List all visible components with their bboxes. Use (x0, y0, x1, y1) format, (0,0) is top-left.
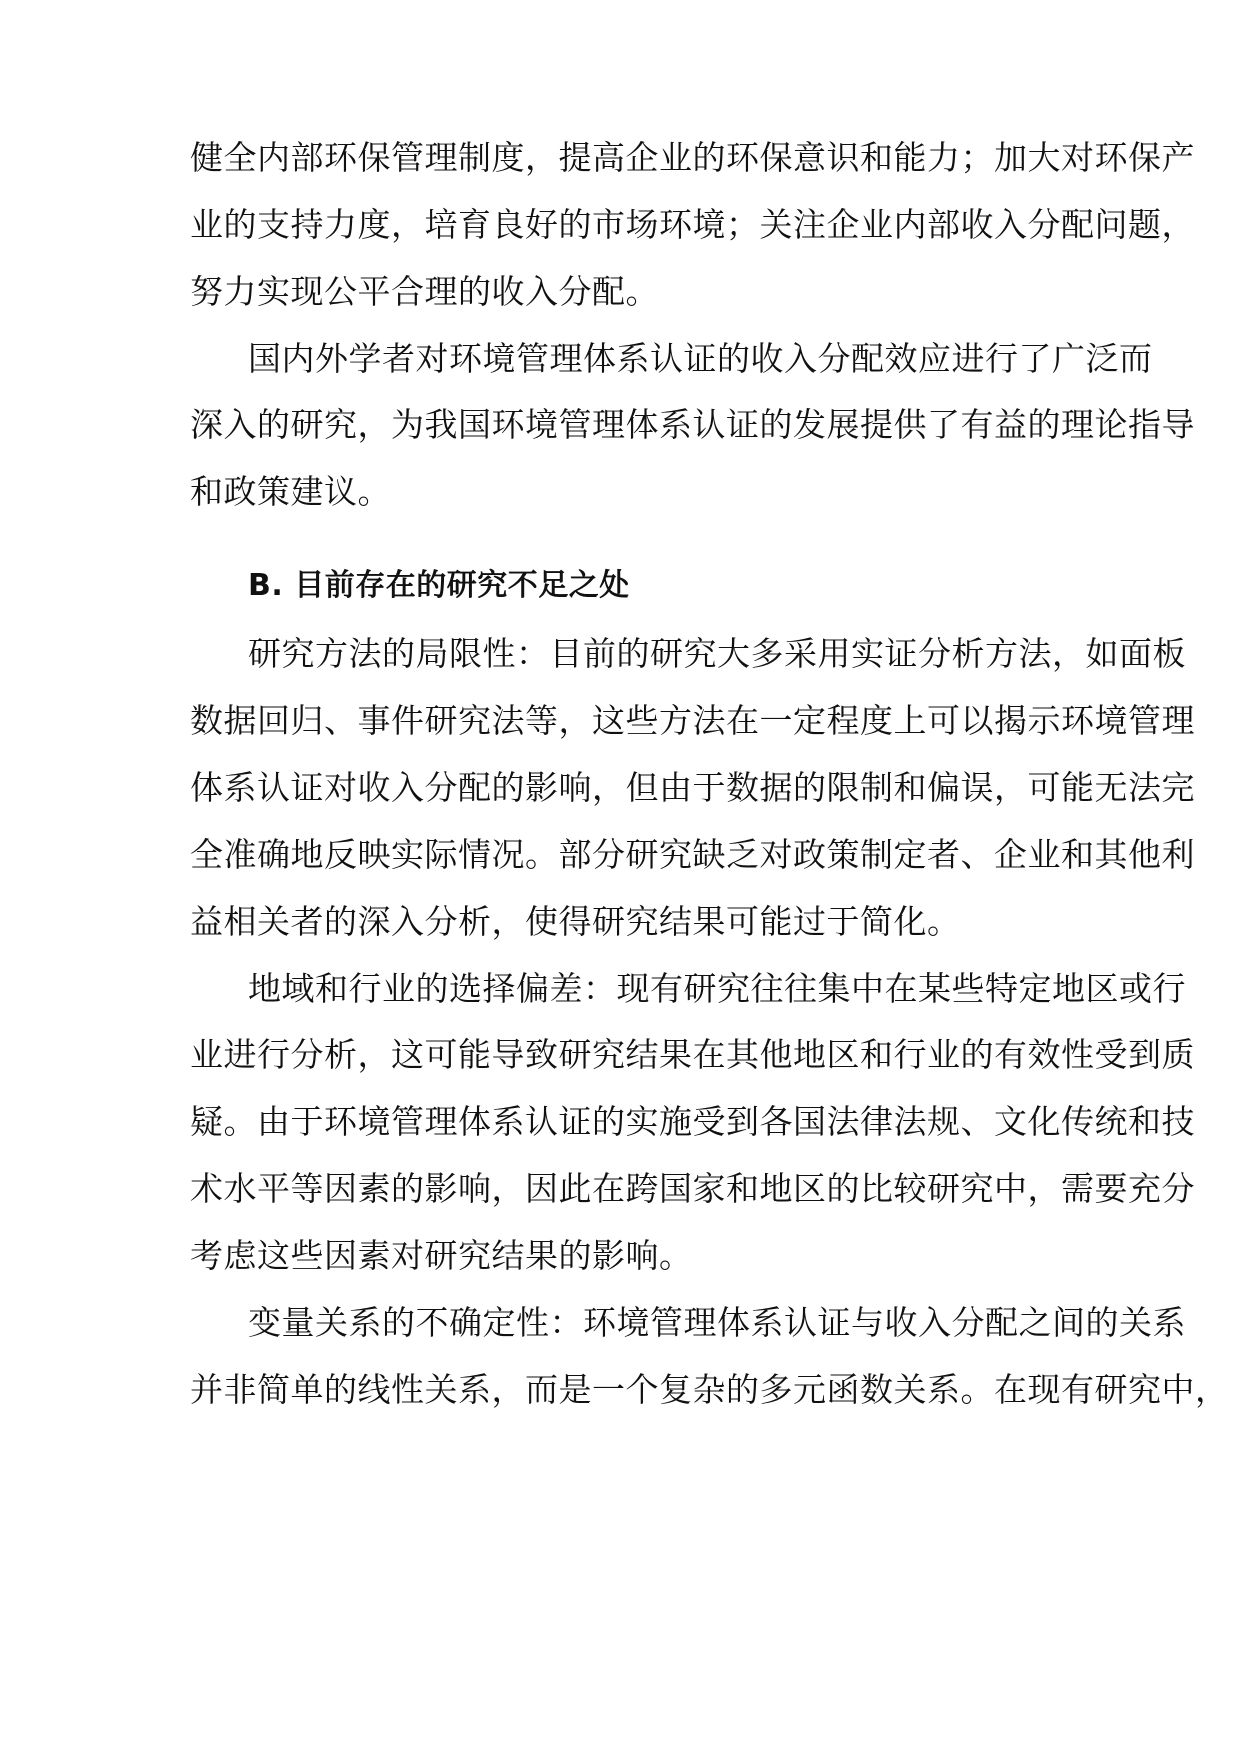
paragraph-line: 业的支持力度，培育良好的市场环境；关注企业内部收入分配问题， (190, 205, 1195, 244)
paragraph-line: 术水平等因素的影响，因此在跨国家和地区的比较研究中，需要充分 (190, 1169, 1195, 1208)
paragraph-line: 健全内部环保管理制度，提高企业的环保意识和能力；加大对环保产 (190, 138, 1195, 177)
paragraph-line: 考虑这些因素对研究结果的影响。 (190, 1236, 693, 1275)
paragraph-line: 全准确地反映实际情况。部分研究缺乏对政策制定者、企业和其他利 (190, 835, 1195, 874)
paragraph-first-line: 地域和行业的选择偏差：现有研究往往集中在某些特定地区或行 (248, 969, 1186, 1008)
paragraph-line: 疑。由于环境管理体系认证的实施受到各国法律法规、文化传统和技 (190, 1102, 1195, 1141)
section-heading: B. 目前存在的研究不足之处 (248, 568, 630, 603)
paragraph-first-line: 研究方法的局限性：目前的研究大多采用实证分析方法，如面板 (248, 634, 1186, 673)
paragraph-line: 数据回归、事件研究法等，这些方法在一定程度上可以揭示环境管理 (190, 701, 1195, 740)
paragraph-line: 努力实现公平合理的收入分配。 (190, 272, 659, 311)
paragraph-line: 深入的研究，为我国环境管理体系认证的发展提供了有益的理论指导 (190, 405, 1195, 444)
paragraph-first-line: 国内外学者对环境管理体系认证的收入分配效应进行了广泛而 (248, 339, 1153, 378)
paragraph-line: 体系认证对收入分配的影响，但由于数据的限制和偏误，可能无法完 (190, 768, 1195, 807)
paragraph-line: 益相关者的深入分析，使得研究结果可能过于简化。 (190, 902, 961, 941)
paragraph-first-line: 变量关系的不确定性：环境管理体系认证与收入分配之间的关系 (248, 1303, 1186, 1342)
paragraph-line: 和政策建议。 (190, 472, 391, 511)
paragraph-line: 业进行分析，这可能导致研究结果在其他地区和行业的有效性受到质 (190, 1035, 1195, 1074)
paragraph-line: 并非简单的线性关系，而是一个复杂的多元函数关系。在现有研究中， (190, 1370, 1229, 1409)
